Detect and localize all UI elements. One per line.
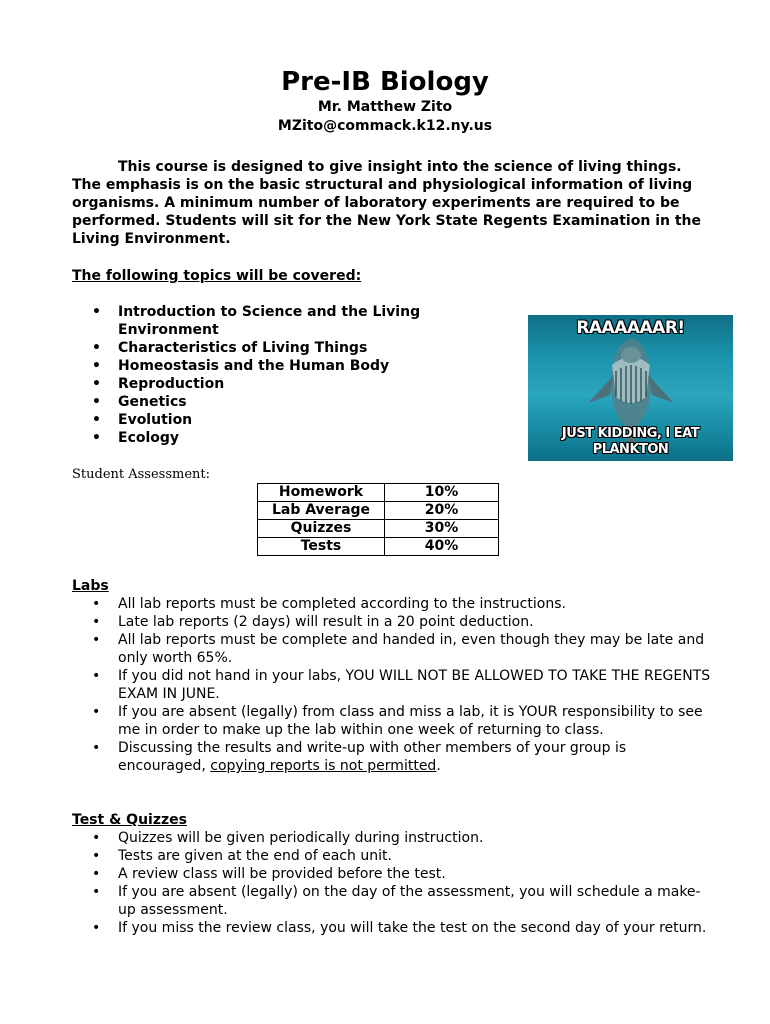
- list-item: • A review class will be provided before the test.: [72, 865, 712, 883]
- table-cell: Tests: [258, 538, 385, 556]
- course-description: This course is designed to give insight into the science of living things. The emphasis is on the basic structural and physiological information of living organisms. A minimum number of laboratory experiments are required to be performed. Students will sit for the New York State Regents Examination in the Living Environment.: [72, 159, 701, 247]
- table-cell: 40%: [385, 538, 499, 556]
- tests-heading: Test & Quizzes: [72, 812, 187, 828]
- list-item: • Reproduction: [72, 375, 492, 393]
- meme-bottom-caption: JUST KIDDING, I EAT PLANKTON: [561, 426, 700, 457]
- meme-top-caption: RAAAAAAR!: [576, 318, 685, 338]
- shark-meme-image: [528, 315, 733, 461]
- list-item: • All lab reports must be complete and handed in, even though they may be late and only worth 65%.: [72, 631, 712, 667]
- table-row: [258, 538, 499, 556]
- teacher-name: Mr. Matthew Zito: [317, 99, 453, 115]
- list-item: [72, 739, 712, 775]
- list-item: • Genetics: [72, 393, 492, 411]
- list-item: • Tests are given at the end of each unit.: [72, 847, 712, 865]
- list-item: • If you are absent (legally) from class and miss a lab, it is YOUR responsibility to see me in order to make up the lab within one week of returning to class.: [72, 703, 712, 739]
- tests-list: [72, 829, 712, 937]
- list-item: • Characteristics of Living Things: [72, 339, 492, 357]
- table-cell: 20%: [385, 502, 499, 520]
- labs-list: [72, 595, 712, 775]
- list-item: • If you miss the review class, you will take the test on the second day of your return.: [72, 919, 712, 937]
- list-item: • Evolution: [72, 411, 492, 429]
- labs-last-item-text: Discussing the results and write-up with other members of your group is encouraged,: [118, 740, 627, 774]
- list-item: • Late lab reports (2 days) will result in a 20 point deduction.: [72, 613, 712, 631]
- topics-heading: The following topics will be covered:: [72, 268, 362, 284]
- table-cell: Homework: [258, 484, 385, 502]
- list-item: • Quizzes will be given periodically during instruction.: [72, 829, 712, 847]
- assessment-table: [257, 483, 499, 556]
- list-item: • Introduction to Science and the Living Environment: [72, 303, 492, 339]
- list-item: • All lab reports must be completed according to the instructions.: [72, 595, 712, 613]
- table-row: [258, 520, 499, 538]
- table-row: [258, 502, 499, 520]
- list-item: • If you did not hand in your labs, YOU WILL NOT BE ALLOWED TO TAKE THE REGENTS EXAM IN JUNE.: [72, 667, 712, 703]
- table-cell: Quizzes: [258, 520, 385, 538]
- list-item: • Homeostasis and the Human Body: [72, 357, 492, 375]
- table-cell: 10%: [385, 484, 499, 502]
- labs-heading: Labs: [72, 578, 109, 594]
- table-cell: Lab Average: [258, 502, 385, 520]
- table-row: [258, 484, 499, 502]
- copying-warning: copying reports is not permitted: [210, 758, 437, 774]
- topics-list: [72, 303, 492, 447]
- course-title: Pre-IB Biology: [281, 67, 489, 97]
- list-item: • Ecology: [72, 429, 492, 447]
- list-item: • If you are absent (legally) on the day of the assessment, you will schedule a make-up assessment.: [72, 883, 712, 919]
- assessment-label: Student Assessment:: [72, 467, 211, 482]
- labs-last-item-end: .: [436, 758, 441, 774]
- table-cell: 30%: [385, 520, 499, 538]
- teacher-email: MZito@commack.k12.ny.us: [277, 118, 493, 134]
